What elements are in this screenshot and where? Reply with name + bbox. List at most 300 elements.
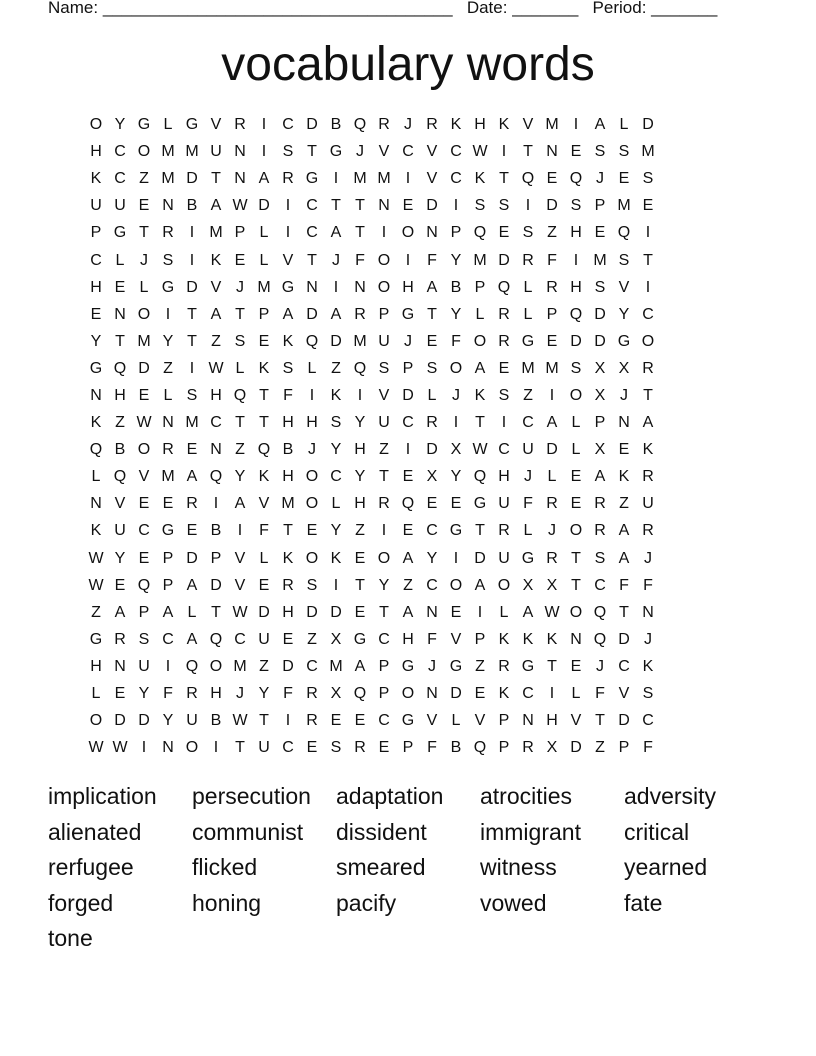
grid-letter: W bbox=[232, 197, 248, 215]
grid-row bbox=[84, 301, 732, 328]
word-bank-item: dissident bbox=[336, 818, 427, 845]
grid-letter: E bbox=[138, 549, 150, 567]
grid-letter: F bbox=[427, 739, 437, 757]
grid-letter: L bbox=[187, 603, 197, 621]
grid-letter: P bbox=[378, 305, 390, 323]
grid-letter: J bbox=[428, 657, 436, 675]
grid-letter: B bbox=[450, 278, 462, 296]
grid-letter: C bbox=[90, 251, 102, 269]
grid-letter: V bbox=[210, 116, 222, 134]
grid-letter: U bbox=[642, 495, 654, 513]
grid-letter: A bbox=[402, 603, 414, 621]
grid-letter: M bbox=[353, 170, 367, 188]
grid-letter: C bbox=[306, 657, 318, 675]
grid-letter: W bbox=[472, 143, 488, 161]
grid-letter: X bbox=[330, 685, 342, 703]
grid-letter: S bbox=[594, 549, 606, 567]
grid-letter: M bbox=[617, 197, 631, 215]
grid-letter: W bbox=[112, 739, 128, 757]
grid-letter: D bbox=[402, 386, 414, 404]
grid-letter: N bbox=[234, 170, 246, 188]
grid-letter: G bbox=[473, 495, 487, 513]
grid-letter: D bbox=[306, 116, 318, 134]
period-label: Period: bbox=[592, 0, 647, 17]
grid-letter: T bbox=[643, 251, 653, 269]
grid-letter: L bbox=[331, 495, 341, 513]
grid-row bbox=[84, 246, 732, 273]
word-bank-item: communist bbox=[192, 818, 304, 845]
grid-letter: Z bbox=[307, 630, 317, 648]
grid-letter: L bbox=[451, 712, 461, 730]
grid-letter: E bbox=[354, 712, 366, 730]
grid-row bbox=[84, 490, 732, 517]
grid-letter: Q bbox=[137, 576, 151, 594]
grid-letter: R bbox=[642, 468, 654, 486]
grid-letter: C bbox=[642, 712, 654, 730]
grid-letter: F bbox=[163, 685, 173, 703]
grid-letter: E bbox=[354, 603, 366, 621]
grid-letter: T bbox=[211, 170, 221, 188]
grid-letter: I bbox=[645, 278, 651, 296]
grid-row bbox=[84, 355, 732, 382]
grid-letter: G bbox=[305, 170, 319, 188]
grid-letter: S bbox=[234, 332, 246, 350]
grid-letter: N bbox=[90, 386, 102, 404]
grid-letter: O bbox=[185, 739, 199, 757]
grid-letter: A bbox=[546, 414, 558, 432]
grid-letter: Q bbox=[569, 170, 583, 188]
grid-letter: L bbox=[523, 305, 533, 323]
grid-letter: R bbox=[522, 251, 534, 269]
grid-letter: Z bbox=[547, 224, 557, 242]
grid-letter: G bbox=[401, 712, 415, 730]
grid-letter: C bbox=[114, 143, 126, 161]
grid-letter: N bbox=[162, 414, 174, 432]
word-bank-item: pacify bbox=[336, 889, 397, 916]
grid-letter: O bbox=[89, 712, 103, 730]
grid-letter: S bbox=[426, 359, 438, 377]
grid-letter: J bbox=[236, 278, 244, 296]
grid-letter: D bbox=[186, 170, 198, 188]
grid-letter: E bbox=[90, 305, 102, 323]
grid-letter: I bbox=[405, 441, 411, 459]
grid-letter: V bbox=[426, 170, 438, 188]
grid-letter: X bbox=[522, 576, 534, 594]
grid-letter: R bbox=[426, 414, 438, 432]
grid-letter: D bbox=[282, 657, 294, 675]
grid-letter: K bbox=[210, 251, 222, 269]
grid-letter: D bbox=[138, 712, 150, 730]
grid-letter: M bbox=[593, 251, 607, 269]
grid-letter: T bbox=[571, 576, 581, 594]
grid-letter: Q bbox=[473, 739, 487, 757]
grid-letter: E bbox=[282, 630, 294, 648]
grid-letter: H bbox=[114, 386, 126, 404]
grid-letter: T bbox=[187, 332, 197, 350]
grid-letter: A bbox=[594, 468, 606, 486]
grid-letter: C bbox=[162, 630, 174, 648]
grid-letter: V bbox=[378, 386, 390, 404]
grid-letter: H bbox=[282, 468, 294, 486]
grid-letter: Z bbox=[259, 657, 269, 675]
grid-letter: B bbox=[330, 116, 342, 134]
grid-letter: E bbox=[378, 739, 390, 757]
grid-letter: T bbox=[619, 603, 629, 621]
grid-row bbox=[84, 328, 732, 355]
grid-letter: Q bbox=[185, 657, 199, 675]
grid-letter: I bbox=[165, 657, 171, 675]
grid-letter: E bbox=[426, 332, 438, 350]
grid-letter: F bbox=[355, 251, 365, 269]
grid-letter: V bbox=[378, 143, 390, 161]
grid-letter: C bbox=[594, 576, 606, 594]
grid-letter: N bbox=[642, 603, 654, 621]
grid-letter: H bbox=[210, 386, 222, 404]
grid-letter: R bbox=[426, 116, 438, 134]
grid-letter: S bbox=[162, 251, 174, 269]
grid-letter: R bbox=[498, 522, 510, 540]
grid-letter: V bbox=[114, 495, 126, 513]
grid-letter: J bbox=[620, 386, 628, 404]
grid-letter: A bbox=[186, 468, 198, 486]
grid-letter: Q bbox=[257, 441, 271, 459]
date-blank: _______ bbox=[512, 0, 579, 17]
grid-letter: E bbox=[642, 197, 654, 215]
word-bank-item: witness bbox=[480, 854, 557, 880]
grid-letter: N bbox=[114, 305, 126, 323]
grid-letter: W bbox=[232, 603, 248, 621]
grid-letter: I bbox=[573, 116, 579, 134]
grid-letter: P bbox=[474, 278, 486, 296]
grid-letter: G bbox=[521, 332, 535, 350]
grid-letter: M bbox=[281, 495, 295, 513]
grid-letter: V bbox=[570, 712, 582, 730]
grid-letter: T bbox=[259, 414, 269, 432]
grid-letter: I bbox=[453, 414, 459, 432]
grid-letter: S bbox=[138, 630, 150, 648]
grid-letter: D bbox=[618, 630, 630, 648]
grid-letter: S bbox=[642, 170, 654, 188]
grid-letter: Z bbox=[619, 495, 629, 513]
grid-letter: B bbox=[282, 441, 294, 459]
grid-letter: N bbox=[234, 143, 246, 161]
grid-letter: O bbox=[89, 116, 103, 134]
grid-letter: L bbox=[523, 278, 533, 296]
grid-letter: X bbox=[618, 359, 630, 377]
grid-letter: R bbox=[642, 522, 654, 540]
grid-letter: L bbox=[475, 305, 485, 323]
grid-letter: F bbox=[427, 251, 437, 269]
grid-letter: E bbox=[114, 685, 126, 703]
grid-letter: S bbox=[378, 359, 390, 377]
word-bank-item: adaptation bbox=[336, 783, 444, 809]
word-bank-item: forged bbox=[48, 889, 114, 916]
grid-letter: I bbox=[477, 603, 483, 621]
grid-letter: Y bbox=[378, 576, 390, 594]
grid-letter: Z bbox=[403, 576, 413, 594]
grid-letter: S bbox=[282, 143, 294, 161]
grid-letter: D bbox=[210, 576, 222, 594]
grid-letter: A bbox=[474, 576, 486, 594]
grid-letter: T bbox=[115, 332, 125, 350]
grid-letter: Q bbox=[353, 359, 367, 377]
grid-letter: D bbox=[186, 278, 198, 296]
date-label: Date: bbox=[466, 0, 508, 17]
grid-letter: F bbox=[619, 576, 629, 594]
grid-letter: D bbox=[330, 332, 342, 350]
grid-letter: V bbox=[234, 576, 246, 594]
grid-letter: G bbox=[401, 305, 415, 323]
grid-letter: H bbox=[210, 685, 222, 703]
grid-letter: C bbox=[642, 305, 654, 323]
grid-letter: K bbox=[498, 630, 510, 648]
grid-letter: E bbox=[594, 224, 606, 242]
grid-letter: O bbox=[305, 549, 319, 567]
grid-letter: F bbox=[283, 386, 293, 404]
grid-letter: E bbox=[570, 657, 582, 675]
grid-letter: V bbox=[234, 549, 246, 567]
grid-letter: J bbox=[404, 116, 412, 134]
grid-letter: E bbox=[570, 468, 582, 486]
grid-letter: N bbox=[114, 657, 126, 675]
grid-letter: K bbox=[546, 630, 558, 648]
grid-letter: C bbox=[450, 170, 462, 188]
grid-letter: M bbox=[209, 224, 223, 242]
grid-letter: S bbox=[594, 143, 606, 161]
grid-letter: P bbox=[546, 305, 558, 323]
grid-row bbox=[84, 572, 732, 599]
grid-letter: R bbox=[162, 224, 174, 242]
grid-letter: C bbox=[378, 630, 390, 648]
grid-letter: J bbox=[140, 251, 148, 269]
grid-row bbox=[84, 165, 732, 192]
grid-letter: H bbox=[570, 278, 582, 296]
grid-letter: P bbox=[594, 414, 606, 432]
name-blank: _____________________________________ bbox=[102, 0, 453, 17]
grid-letter: H bbox=[402, 630, 414, 648]
grid-letter: K bbox=[330, 549, 342, 567]
word-bank-item: honing bbox=[192, 889, 262, 916]
grid-letter: U bbox=[210, 143, 222, 161]
grid-letter: M bbox=[185, 143, 199, 161]
grid-letter: J bbox=[548, 522, 556, 540]
grid-letter: E bbox=[306, 739, 318, 757]
grid-letter: E bbox=[186, 441, 198, 459]
grid-letter: L bbox=[571, 441, 581, 459]
grid-letter: C bbox=[114, 170, 126, 188]
grid-letter: O bbox=[401, 224, 415, 242]
grid-letter: S bbox=[282, 359, 294, 377]
grid-letter: I bbox=[285, 197, 291, 215]
grid-letter: L bbox=[427, 386, 437, 404]
grid-row bbox=[84, 436, 732, 463]
word-bank-item: flicked bbox=[192, 854, 258, 880]
grid-letter: U bbox=[522, 441, 534, 459]
grid-letter: Y bbox=[162, 712, 174, 730]
grid-letter: P bbox=[378, 685, 390, 703]
grid-letter: K bbox=[642, 657, 654, 675]
grid-letter: N bbox=[426, 603, 438, 621]
grid-letter: K bbox=[330, 386, 342, 404]
grid-letter: D bbox=[546, 441, 558, 459]
grid-letter: L bbox=[499, 603, 509, 621]
grid-letter: F bbox=[547, 251, 557, 269]
grid-letter: G bbox=[185, 116, 199, 134]
grid-letter: O bbox=[305, 468, 319, 486]
grid-letter: X bbox=[546, 576, 558, 594]
grid-letter: O bbox=[473, 332, 487, 350]
grid-letter: W bbox=[208, 359, 224, 377]
grid-letter: O bbox=[569, 603, 583, 621]
grid-letter: T bbox=[355, 197, 365, 215]
grid-letter: K bbox=[522, 630, 534, 648]
grid-letter: Q bbox=[209, 630, 223, 648]
grid-letter: G bbox=[113, 224, 127, 242]
grid-letter: G bbox=[521, 657, 535, 675]
grid-letter: O bbox=[497, 576, 511, 594]
grid-letter: O bbox=[641, 332, 655, 350]
grid-letter: A bbox=[330, 224, 342, 242]
grid-letter: F bbox=[643, 739, 653, 757]
grid-letter: J bbox=[236, 685, 244, 703]
grid-letter: T bbox=[499, 170, 509, 188]
grid-letter: Q bbox=[401, 495, 415, 513]
grid-letter: M bbox=[545, 359, 559, 377]
grid-letter: C bbox=[522, 414, 534, 432]
grid-letter: B bbox=[114, 441, 126, 459]
grid-letter: K bbox=[90, 522, 102, 540]
grid-letter: I bbox=[213, 495, 219, 513]
grid-letter: R bbox=[546, 495, 558, 513]
grid-letter: T bbox=[283, 522, 293, 540]
grid-letter: P bbox=[618, 739, 630, 757]
grid-letter: W bbox=[544, 603, 560, 621]
grid-letter: A bbox=[282, 305, 294, 323]
grid-letter: H bbox=[282, 603, 294, 621]
grid-letter: R bbox=[642, 359, 654, 377]
grid-letter: C bbox=[426, 522, 438, 540]
grid-letter: P bbox=[402, 739, 414, 757]
grid-letter: A bbox=[618, 549, 630, 567]
grid-letter: M bbox=[377, 170, 391, 188]
letter-grid bbox=[84, 111, 732, 761]
grid-letter: V bbox=[618, 278, 630, 296]
grid-letter: B bbox=[210, 712, 222, 730]
grid-letter: L bbox=[91, 468, 101, 486]
grid-letter: I bbox=[501, 414, 507, 432]
grid-letter: Q bbox=[113, 359, 127, 377]
grid-letter: T bbox=[307, 251, 317, 269]
grid-letter: V bbox=[522, 116, 534, 134]
grid-letter: S bbox=[570, 359, 582, 377]
grid-letter: A bbox=[642, 414, 654, 432]
grid-letter: H bbox=[282, 414, 294, 432]
grid-letter: J bbox=[644, 549, 652, 567]
grid-letter: T bbox=[235, 305, 245, 323]
grid-letter: M bbox=[521, 359, 535, 377]
grid-letter: E bbox=[138, 386, 150, 404]
grid-letter: S bbox=[570, 197, 582, 215]
grid-letter: W bbox=[232, 712, 248, 730]
grid-letter: Z bbox=[475, 657, 485, 675]
grid-letter: N bbox=[426, 685, 438, 703]
grid-letter: M bbox=[257, 278, 271, 296]
grid-letter: H bbox=[402, 278, 414, 296]
grid-letter: O bbox=[449, 359, 463, 377]
grid-letter: T bbox=[307, 143, 317, 161]
grid-letter: P bbox=[498, 739, 510, 757]
grid-letter: C bbox=[378, 712, 390, 730]
grid-letter: D bbox=[138, 359, 150, 377]
grid-letter: X bbox=[426, 468, 438, 486]
grid-letter: T bbox=[379, 603, 389, 621]
grid-letter: A bbox=[186, 630, 198, 648]
grid-letter: N bbox=[522, 712, 534, 730]
grid-letter: N bbox=[378, 197, 390, 215]
grid-letter: T bbox=[427, 305, 437, 323]
grid-letter: P bbox=[162, 549, 174, 567]
grid-letter: Y bbox=[450, 251, 462, 269]
grid-letter: E bbox=[498, 224, 510, 242]
grid-letter: I bbox=[285, 224, 291, 242]
grid-row bbox=[84, 138, 732, 165]
grid-letter: Q bbox=[353, 685, 367, 703]
grid-letter: Z bbox=[211, 332, 221, 350]
grid-letter: R bbox=[282, 170, 294, 188]
grid-letter: L bbox=[139, 278, 149, 296]
grid-letter: C bbox=[522, 685, 534, 703]
grid-letter: Z bbox=[595, 739, 605, 757]
grid-row bbox=[84, 463, 732, 490]
grid-letter: V bbox=[426, 143, 438, 161]
grid-letter: U bbox=[114, 197, 126, 215]
grid-letter: E bbox=[426, 495, 438, 513]
grid-letter: W bbox=[88, 739, 104, 757]
period-blank: _______ bbox=[651, 0, 718, 17]
grid-letter: G bbox=[521, 549, 535, 567]
grid-letter: P bbox=[234, 224, 246, 242]
grid-letter: Y bbox=[114, 116, 126, 134]
grid-letter: D bbox=[258, 603, 270, 621]
grid-letter: F bbox=[427, 630, 437, 648]
grid-letter: M bbox=[185, 414, 199, 432]
grid-letter: V bbox=[282, 251, 294, 269]
grid-letter: E bbox=[450, 495, 462, 513]
grid-letter: I bbox=[237, 522, 243, 540]
grid-letter: H bbox=[354, 495, 366, 513]
grid-letter: T bbox=[211, 603, 221, 621]
grid-letter: R bbox=[306, 685, 318, 703]
grid-letter: Y bbox=[450, 468, 462, 486]
grid-letter: R bbox=[498, 332, 510, 350]
grid-letter: U bbox=[186, 712, 198, 730]
word-bank-item: persecution bbox=[192, 783, 311, 809]
grid-row bbox=[84, 707, 732, 734]
grid-letter: E bbox=[114, 278, 126, 296]
grid-letter: A bbox=[258, 170, 270, 188]
grid-letter: E bbox=[258, 576, 270, 594]
grid-letter: R bbox=[282, 576, 294, 594]
grid-letter: L bbox=[115, 251, 125, 269]
grid-letter: N bbox=[618, 414, 630, 432]
grid-letter: E bbox=[354, 549, 366, 567]
grid-letter: C bbox=[138, 522, 150, 540]
word-bank-item: rerfugee bbox=[48, 854, 134, 880]
grid-letter: U bbox=[138, 657, 150, 675]
grid-letter: T bbox=[331, 197, 341, 215]
grid-row bbox=[84, 545, 732, 572]
grid-letter: O bbox=[137, 143, 151, 161]
